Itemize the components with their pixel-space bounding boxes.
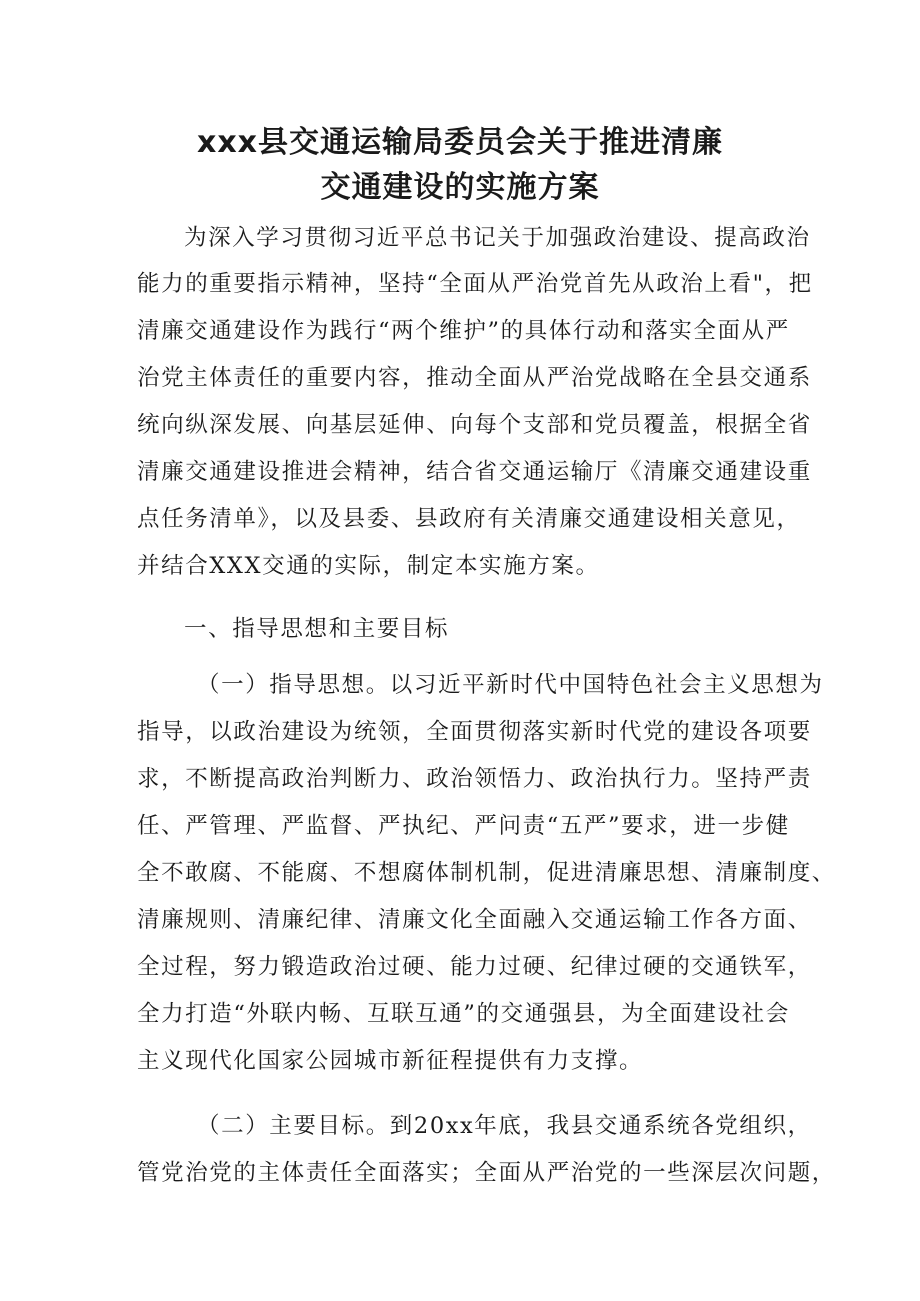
intro-line: 治党主体责任的重要内容，推动全面从严治党战略在全县交通系 [137, 365, 812, 391]
guiding-line: 全不敢腐、不能腐、不想腐体制机制，促进清廉思想、清廉制度、 [137, 860, 836, 886]
section-heading: 一、指导思想和主要目标 [184, 616, 450, 642]
guiding-line: 指导，以政治建设为统领，全面贯彻落实新时代党的建设各项要 [137, 719, 812, 745]
goals-line: 管党治党的主体责任全面落实；全面从严治党的一些深层次问题， [137, 1160, 836, 1186]
intro-line: 并结合XXX交通的实际，制定本实施方案。 [137, 553, 600, 579]
guiding-line: 任、严管理、严监督、严执纪、严问责“五严”要求，进一步健 [137, 813, 790, 839]
intro-line: 清廉交通建设作为践行“两个维护”的具体行动和落实全面从严 [137, 318, 790, 344]
intro-line: 能力的重要指示精神，坚持“全面从严治党首先从政治上看"，把 [137, 271, 813, 297]
intro-line: 清廉交通建设推进会精神，结合省交通运输厅《清廉交通建设重 [137, 459, 812, 485]
guiding-line: 求，不断提高政治判断力、政治领悟力、政治执行力。坚持严责 [137, 766, 812, 792]
intro-line: 点任务清单》，以及县委、县政府有关清廉交通建设相关意见， [137, 506, 801, 532]
guiding-line: 全过程，努力锻造政治过硬、能力过硬、纪律过硬的交通铁军， [137, 954, 812, 980]
document-title-line-1: xxx县交通运输局委员会关于推进清廉 [196, 125, 724, 160]
guiding-line: 主义现代化国家公园城市新征程提供有力支撑。 [137, 1048, 644, 1074]
goals-line: （二）主要目标。到20xx年底，我县交通系统各党组织， [197, 1113, 812, 1139]
intro-line: 统向纵深发展、向基层延伸、向每个支部和党员覆盖，根据全省 [137, 412, 812, 438]
guiding-line: （一）指导思想。以习近平新时代中国特色社会主义思想为 [197, 672, 824, 698]
guiding-line: 清廉规则、清廉纪律、清廉文化全面融入交通运输工作各方面、 [137, 907, 812, 933]
guiding-line: 全力打造“外联内畅、互联互通”的交通强县，为全面建设社会 [137, 1001, 790, 1027]
document-title-line-2: 交通建设的实施方案 [320, 170, 600, 205]
intro-line: 为深入学习贯彻习近平总书记关于加强政治建设、提高政治 [184, 225, 811, 251]
